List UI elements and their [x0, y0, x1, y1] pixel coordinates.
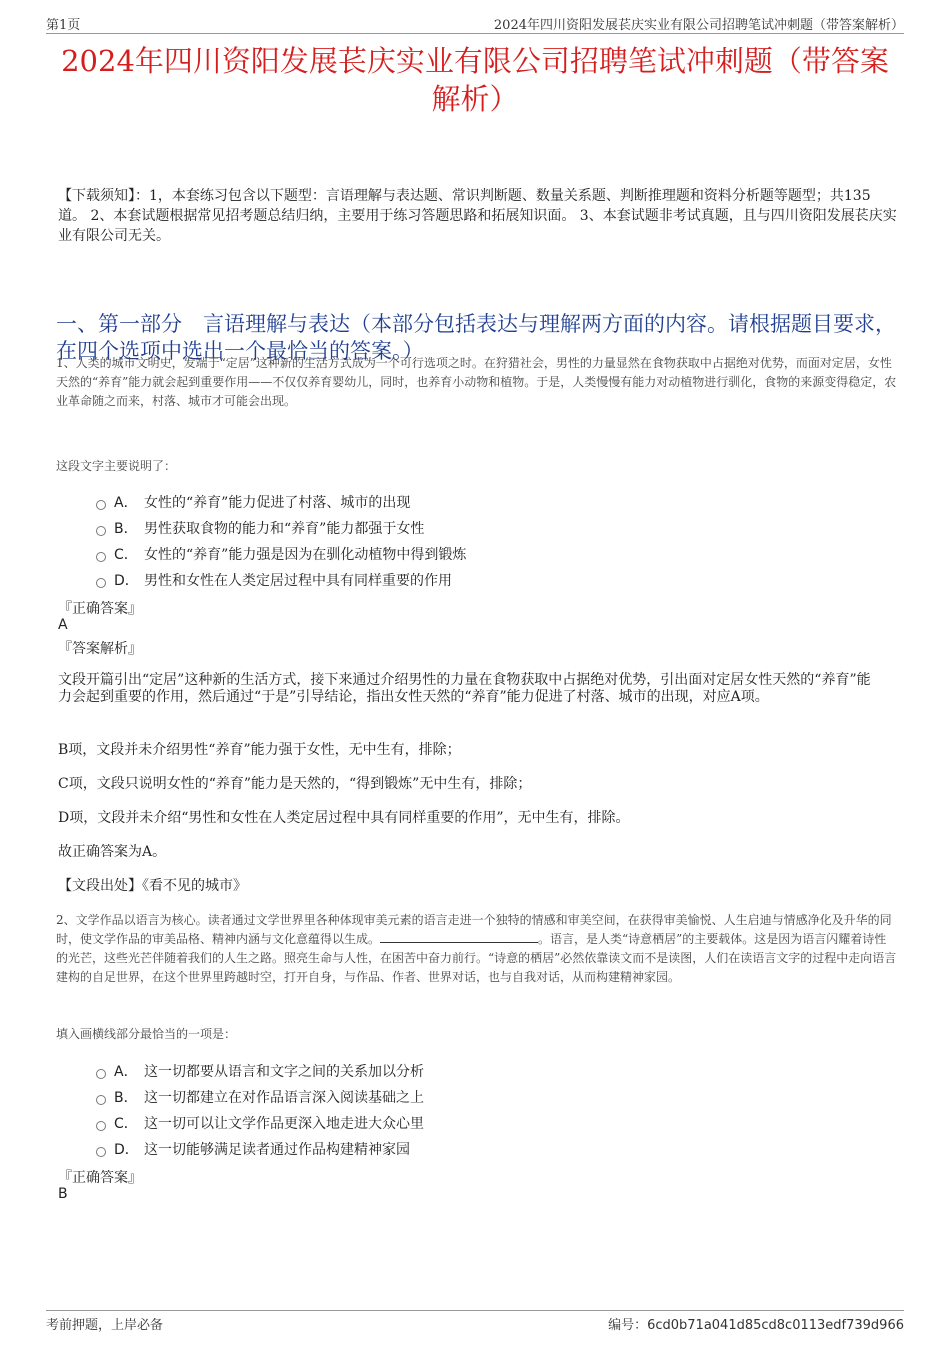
question-2-option-c[interactable]: [96, 1113, 424, 1133]
option-letter: D．: [114, 573, 139, 589]
radio-button-icon[interactable]: [96, 578, 106, 588]
option-letter: C．: [114, 547, 138, 563]
option-text: 女性的“养育”能力强是因为在驯化动植物中得到锻炼: [144, 547, 467, 563]
analysis-paragraph: 文段开篇引出“定居”这种新的生活方式，接下来通过介绍男性的力量在食物获取中占据绝对优势，引出面对定居女性天然的“养育”能力会起到重要的作用，然后通过“于是”引导结论，指出女性天然的“养育”能力促进了村落、城市的出现，对应A项。: [58, 672, 871, 705]
question-2-option-a[interactable]: [96, 1061, 424, 1081]
code-label: 编号：: [608, 1318, 648, 1333]
radio-button-icon[interactable]: [96, 526, 106, 536]
footer-slogan: 考前押题，上岸必备: [46, 1318, 164, 1333]
radio-button-icon[interactable]: [96, 500, 106, 510]
answer-value: A: [58, 617, 68, 633]
option-text: 女性的“养育”能力促进了村落、城市的出现: [144, 495, 411, 511]
analysis-paragraph: D项，文段并未介绍“男性和女性在人类定居过程中具有同样重要的作用”，无中生有，排除。: [58, 810, 630, 826]
footer-divider: [46, 1310, 904, 1311]
answer-label: 『正确答案』: [58, 601, 142, 617]
answer-value: B: [58, 1186, 68, 1202]
radio-button-icon[interactable]: [96, 1069, 106, 1079]
question-1-option-d[interactable]: [96, 570, 452, 590]
question-2-stem: [56, 911, 898, 987]
option-text: 这一切都要从语言和文字之间的关系加以分析: [144, 1064, 424, 1080]
radio-button-icon[interactable]: [96, 1095, 106, 1105]
header-divider: [46, 33, 904, 34]
question-1-prompt: 这段文字主要说明了：: [56, 459, 177, 473]
code-value: 6cd0b71a041d85cd8c0113edf739d966: [647, 1318, 904, 1333]
radio-button-icon[interactable]: [96, 552, 106, 562]
source-citation: 【文段出处】《看不见的城市》: [58, 878, 247, 894]
option-letter: A．: [114, 495, 138, 511]
question-1-option-c[interactable]: [96, 544, 466, 564]
radio-button-icon[interactable]: [96, 1147, 106, 1157]
question-1-stem: 1、人类的城市文明史，发端于“定居”这种新的生活方式成为一个可行选项之时。在狩猎社会，男性的力量显然在食物获取中占据绝对优势，而面对定居，女性天然的“养育”能力就会起到重要作用——不仅仅养育婴幼儿，同时，也养育小动物和植物。于是，人类慢慢有能力对动植物进行驯化，食物的来源变得稳定，农业革命随之而来，村落、城市才可能会出现。: [56, 356, 897, 408]
question-1-option-b[interactable]: [96, 518, 424, 538]
running-header-title: 2024年四川资阳发展苌庆实业有限公司招聘笔试冲刺题（带答案解析）: [493, 18, 904, 33]
download-notice: 【下载须知】：1，本套练习包含以下题型：言语理解与表达题、常识判断题、数量关系题、判断推理题和资料分析题等题型；共135道。 2、本套试题根据常见招考题总结归纳，主要用于练习答题思路和拓展知识面。 3、本套试题非考试真题，且与四川资阳发展苌庆实业有限公司无关。: [58, 188, 897, 244]
option-text: 这一切可以让文学作品更深入地走进大众心里: [144, 1116, 424, 1132]
question-2-stem-part-2: 。语言，是人类“诗意栖居”的主要载体。这是因为语言闪耀着诗性的光芒，这些光芒伴随着我们的人生之路。照亮生命与人性，在困苦中奋力前行。“诗意的栖居”必然依靠读文而不是读图，人们在读语言文字的过程中走向语言建构的自足世界，在这个世界里跨越时空，打开自身，与作品、作者、世界对话，也与自我对话，从而构建精神家园。: [56, 932, 897, 984]
question-2-option-b[interactable]: [96, 1087, 424, 1107]
option-letter: A．: [114, 1064, 138, 1080]
question-1-option-a[interactable]: [96, 492, 410, 512]
analysis-paragraph: B项，文段并未介绍男性“养育”能力强于女性，无中生有，排除；: [58, 742, 461, 758]
section-heading: 一、第一部分 言语理解与表达（本部分包括表达与理解两方面的内容。请根据题目要求，在四个选项中选出一个最恰当的答案。）: [56, 312, 896, 363]
option-text: 男性获取食物的能力和“养育”能力都强于女性: [144, 521, 425, 537]
radio-button-icon[interactable]: [96, 1121, 106, 1131]
question-2-prompt: 填入画横线部分最恰当的一项是：: [56, 1027, 237, 1041]
analysis-label: 『答案解析』: [58, 641, 142, 657]
option-letter: C．: [114, 1116, 138, 1132]
fill-blank-line: [380, 930, 538, 943]
option-letter: B．: [114, 1090, 138, 1106]
option-letter: D．: [114, 1142, 139, 1158]
document-code: [608, 1314, 904, 1333]
option-text: 这一切都建立在对作品语言深入阅读基础之上: [144, 1090, 424, 1106]
option-letter: B．: [114, 521, 138, 537]
question-2-option-d[interactable]: [96, 1139, 410, 1159]
option-text: 男性和女性在人类定居过程中具有同样重要的作用: [144, 573, 452, 589]
answer-label: 『正确答案』: [58, 1170, 142, 1186]
option-text: 这一切能够满足读者通过作品构建精神家园: [144, 1142, 410, 1158]
analysis-paragraph: C项，文段只说明女性的“养育”能力是天然的，“得到锻炼”无中生有，排除；: [58, 776, 532, 792]
page-number: 第1页: [46, 18, 81, 33]
analysis-conclusion: 故正确答案为A。: [58, 844, 167, 860]
document-title: 2024年四川资阳发展苌庆实业有限公司招聘笔试冲刺题（带答案解析）: [61, 44, 889, 116]
question-2-stem-part-1: 2、文学作品以语言为核心。读者通过文学世界里各种体现审美元素的语言走进一个独特的情感和审美空间，在获得审美愉悦、人生启迪与情感净化及升华的同时，使文学作品的审美品格、精神内涵与文化意蕴得以生成。: [56, 913, 892, 946]
